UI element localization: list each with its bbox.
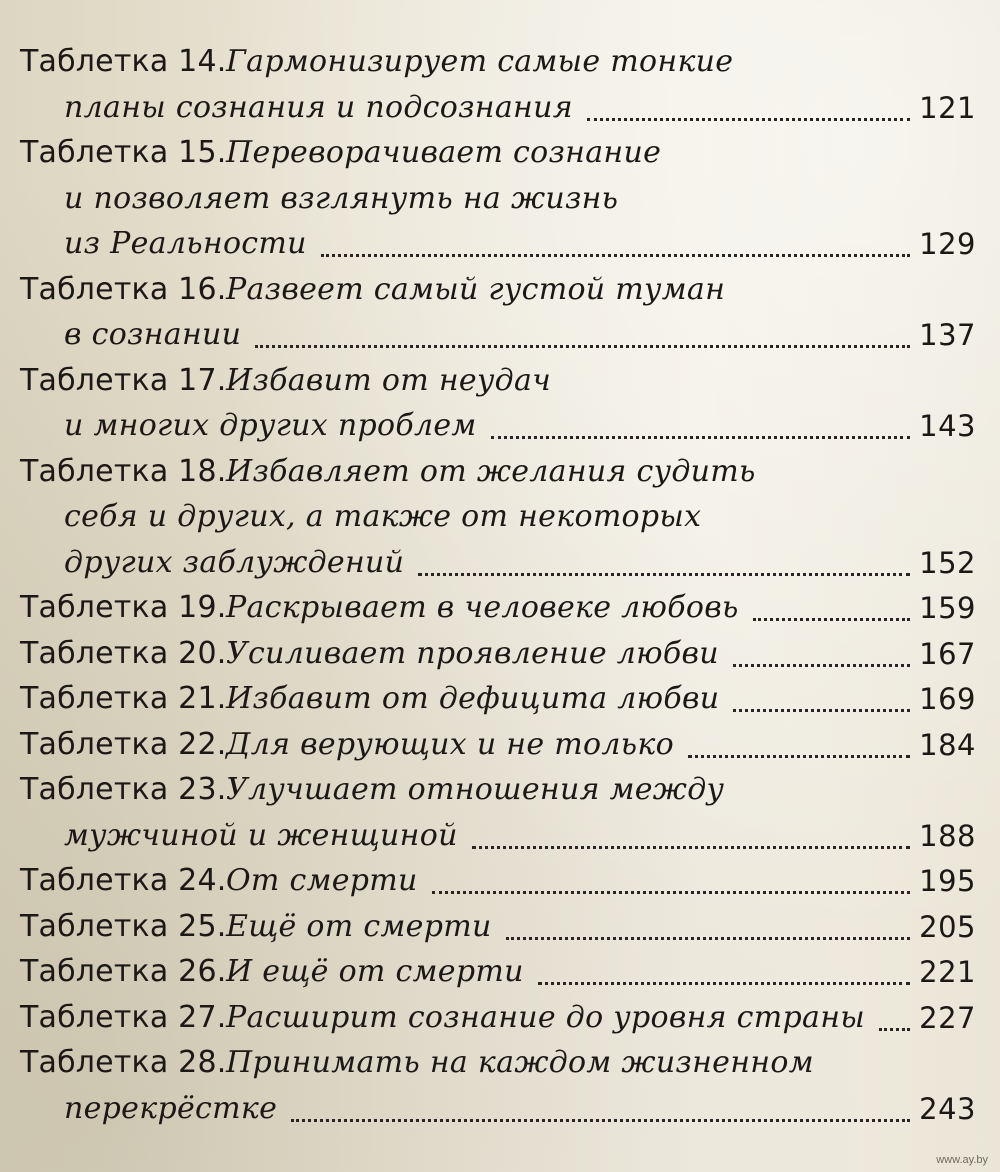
- toc-line: [0, 723, 1000, 767]
- toc-entry-label: Таблетка 17.: [20, 362, 227, 398]
- toc-line: [0, 1087, 1000, 1131]
- toc-entry-title: Ещё от смерти: [226, 908, 492, 944]
- dot-leader: [418, 573, 910, 576]
- dot-leader: [538, 982, 910, 985]
- toc-line: [0, 495, 1000, 539]
- toc-page-number: 221: [919, 955, 976, 989]
- toc-line: [0, 905, 1000, 949]
- toc-page-number: 169: [919, 682, 976, 716]
- toc-page-number: 167: [919, 636, 976, 671]
- toc-entry-title: перекрёстке: [64, 1090, 278, 1126]
- toc-line: [0, 1041, 1000, 1085]
- toc-line: [0, 677, 1000, 721]
- toc-entry-label: Таблетка 18.: [20, 453, 227, 489]
- dot-leader: [753, 618, 910, 621]
- toc-line: [0, 313, 1000, 357]
- toc-page-number: 129: [919, 227, 976, 261]
- toc-line: [0, 40, 1000, 84]
- toc-entry-title: Для верующих и не только: [226, 726, 674, 762]
- dot-leader: [506, 937, 910, 940]
- toc-entry-title: И ещё от смерти: [226, 954, 524, 989]
- dot-leader: [432, 891, 910, 894]
- toc-entry-title: Улучшает отношения между: [226, 772, 725, 807]
- toc-line: [0, 541, 1000, 585]
- toc-entry-title: От смерти: [226, 863, 418, 898]
- dot-leader: [733, 709, 910, 712]
- toc-line: [0, 450, 1000, 494]
- dot-leader: [587, 118, 910, 121]
- toc-line: [0, 768, 1000, 812]
- toc-entry-title: Избавляет от желания судить: [226, 453, 756, 489]
- toc-entry-label: Таблетка 15.: [20, 135, 227, 170]
- toc-entry-title: из Реальности: [64, 226, 307, 261]
- toc-page-number: 184: [919, 727, 976, 762]
- toc-entry-label: Таблетка 14.: [20, 44, 227, 79]
- toc-page-number: 188: [919, 818, 976, 853]
- toc-line: [0, 222, 1000, 266]
- toc-entry-label: Таблетка 16.: [20, 271, 227, 307]
- toc-entry-title: Избавит от дефицита любви: [226, 681, 720, 716]
- toc-page-number: 227: [919, 1000, 976, 1035]
- toc-line: [0, 586, 1000, 630]
- toc-entry-title: Переворачивает сознание: [226, 135, 662, 170]
- toc-entry-title: в сознании: [64, 317, 242, 352]
- dot-leader: [472, 846, 910, 849]
- dot-leader: [321, 254, 910, 257]
- toc-entry-title: и позволяет взглянуть на жизнь: [64, 180, 619, 216]
- dot-leader: [688, 755, 910, 758]
- watermark: www.ay.by: [936, 1154, 988, 1166]
- toc-entry-title: Гармонизирует самые тонкие: [226, 44, 734, 79]
- toc-page-number: 159: [919, 591, 976, 625]
- dot-leader: [879, 1028, 910, 1031]
- toc-page-number: 121: [919, 90, 976, 125]
- toc-page-number: 243: [919, 1091, 976, 1126]
- toc-page-number: 195: [919, 864, 976, 898]
- toc-line: [0, 814, 1000, 858]
- toc-line: [0, 131, 1000, 175]
- toc-line: [0, 86, 1000, 130]
- toc-page-number: 152: [919, 545, 976, 580]
- toc-line: [0, 359, 1000, 403]
- toc-entry-label: Таблетка 28.: [20, 1045, 227, 1080]
- toc-entry-title: Избавит от неудач: [226, 362, 552, 398]
- toc-entry-label: Таблетка 24.: [20, 863, 227, 898]
- toc-entry-label: Таблетка 23.: [20, 772, 227, 807]
- toc-entry-title: мужчиной и женщиной: [64, 817, 458, 853]
- dot-leader: [291, 1119, 910, 1122]
- toc-page-number: 205: [919, 909, 976, 944]
- toc-line: [0, 859, 1000, 903]
- toc-entry-title: Раскрывает в человеке любовь: [226, 590, 739, 625]
- toc-entry-label: Таблетка 19.: [20, 590, 227, 625]
- toc-line: [0, 177, 1000, 221]
- dot-leader: [733, 664, 910, 667]
- toc-line: [0, 268, 1000, 312]
- toc-entry-title: себя и других, а также от некоторых: [64, 499, 702, 534]
- toc-entry-label: Таблетка 20.: [20, 635, 227, 671]
- toc-entry-label: Таблетка 21.: [20, 681, 227, 716]
- toc-entry-title: Усиливает проявление любви: [226, 635, 719, 671]
- toc-entry-title: других заблуждений: [64, 544, 405, 580]
- dot-leader: [255, 345, 910, 348]
- toc-entry-label: Таблетка 22.: [20, 726, 227, 762]
- toc-entry-label: Таблетка 25.: [20, 908, 227, 944]
- toc-entry-label: Таблетка 26.: [20, 954, 227, 989]
- toc-entry-title: Развеет самый густой туман: [226, 271, 726, 307]
- toc-entry-title: Принимать на каждом жизненном: [226, 1045, 814, 1080]
- dot-leader: [491, 436, 910, 439]
- toc-line: [0, 404, 1000, 448]
- toc-page-number: 143: [919, 409, 976, 443]
- toc-line: [0, 632, 1000, 676]
- toc-entry-title: планы сознания и подсознания: [64, 89, 573, 125]
- toc-entry-label: Таблетка 27.: [20, 999, 227, 1035]
- toc-line: [0, 996, 1000, 1040]
- toc-entry-title: Расширит сознание до уровня страны: [226, 999, 865, 1035]
- toc-page-number: 137: [919, 318, 976, 352]
- toc-line: [0, 950, 1000, 994]
- toc-entry-title: и многих других проблем: [64, 408, 477, 443]
